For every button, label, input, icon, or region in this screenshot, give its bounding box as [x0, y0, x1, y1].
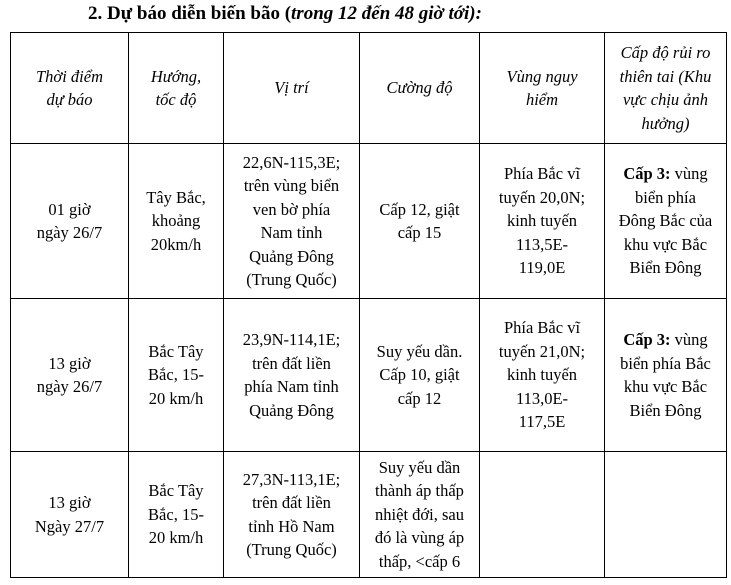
cell-risk: [605, 144, 727, 299]
header-risk-level: Cấp độ rủi ro thiên tai (Khu vực chịu ảnh hưởng): [605, 33, 727, 144]
header-position: Vị trí: [224, 33, 360, 144]
header-danger-zone: Vùng nguy hiểm: [480, 33, 605, 144]
risk-area-text: vùng biển phía Bắc khu vực Bắc Biển Đông: [620, 330, 711, 420]
table-row: [11, 299, 727, 452]
header-forecast-time: Thời điểm dự báo: [11, 33, 129, 144]
header-intensity: Cường độ: [360, 33, 480, 144]
cell-intensity: Suy yếu dần. Cấp 10, giật cấp 12: [360, 299, 480, 452]
cell-time: 13 giờ ngày 26/7: [11, 299, 129, 452]
risk-level-label: Cấp 3:: [623, 330, 671, 349]
heading-italic-text: trong 12 đến 48 giờ tới):: [291, 3, 482, 24]
cell-position: 23,9N-114,1E; trên đất liền phía Nam tỉnh Quảng Đông: [224, 299, 360, 452]
risk-area-text: vùng biển phía Đông Bắc của khu vực Bắc Biển Đông: [618, 164, 713, 278]
cell-direction: Bắc Tây Bắc, 15- 20 km/h: [129, 452, 224, 578]
table-header-row: [11, 33, 727, 144]
cell-position: 27,3N-113,1E; trên đất liền tỉnh Hồ Nam (Trung Quốc): [224, 452, 360, 578]
risk-level-label: Cấp 3:: [623, 164, 671, 184]
table-row: [11, 452, 727, 578]
heading-bold-text: 2. Dự báo diễn biến bão (: [88, 3, 292, 24]
cell-intensity: Suy yếu dần thành áp thấp nhiệt đới, sau đó là vùng áp thấp, <cấp 6: [360, 452, 480, 578]
cell-direction: Tây Bắc, khoảng 20km/h: [129, 144, 224, 299]
cell-danger-zone: Phía Bắc vĩ tuyến 21,0N; kinh tuyến 113,0E- 117,5E: [480, 299, 605, 452]
cell-danger-zone: Phía Bắc vĩ tuyến 20,0N; kinh tuyến 113,5E- 119,0E: [480, 144, 605, 299]
header-direction-speed: Hướng, tốc độ: [129, 33, 224, 144]
cell-risk: [605, 299, 727, 452]
section-heading: [88, 3, 482, 25]
storm-forecast-table: [10, 32, 727, 578]
table-row: [11, 144, 727, 299]
cell-danger-zone: [480, 452, 605, 578]
cell-direction: Bắc Tây Bắc, 15- 20 km/h: [129, 299, 224, 452]
cell-time: 01 giờ ngày 26/7: [11, 144, 129, 299]
cell-position: 22,6N-115,3E; trên vùng biển ven bờ phía Nam tỉnh Quảng Đông (Trung Quốc): [224, 144, 360, 299]
cell-intensity: Cấp 12, giật cấp 15: [360, 144, 480, 299]
cell-risk: [605, 452, 727, 578]
cell-time: 13 giờ Ngày 27/7: [11, 452, 129, 578]
